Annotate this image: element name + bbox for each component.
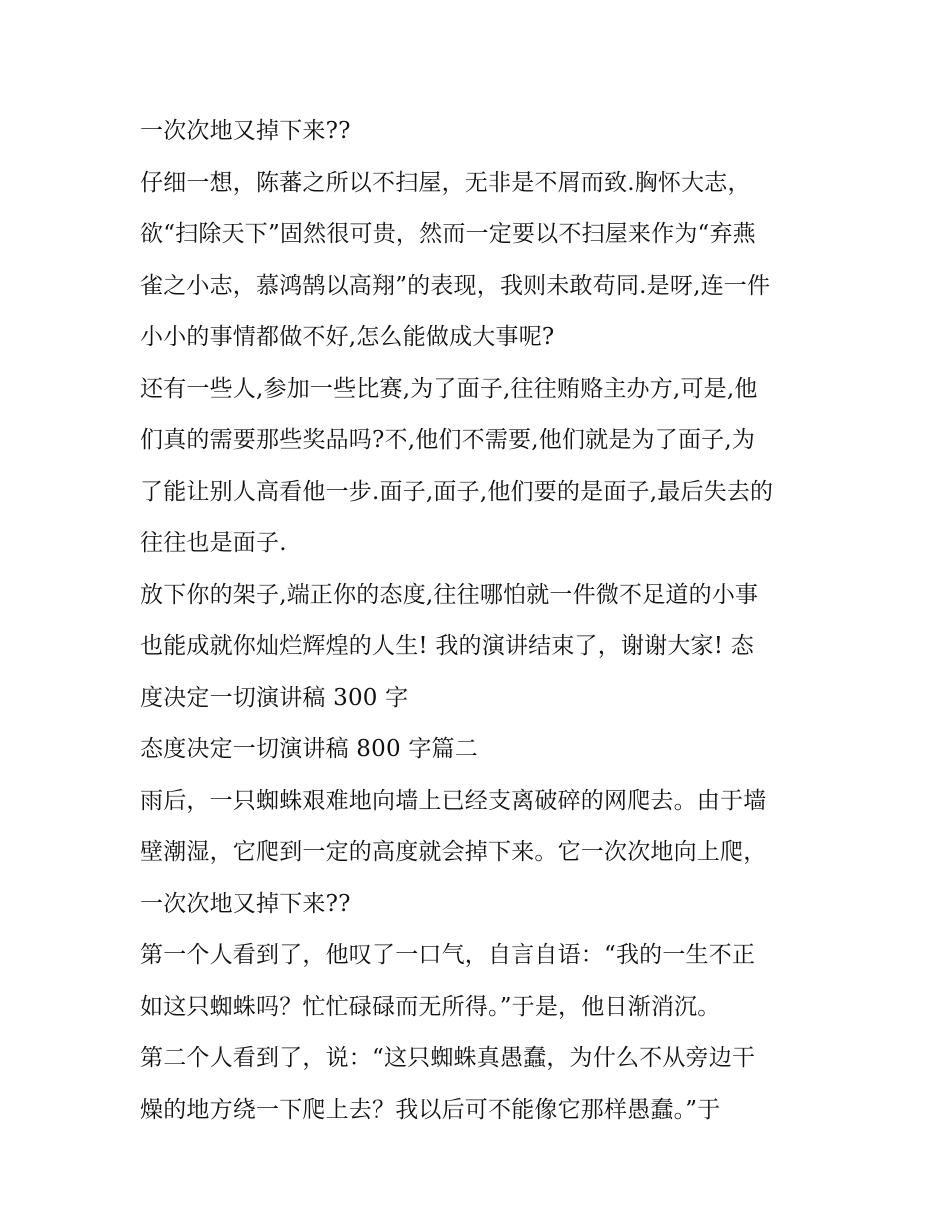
document-body [140,106,830,1136]
text-line: 一次次地又掉下来?? [140,118,351,144]
text-line: 如这只蜘蛛吗？忙忙碌碌而无所得。”于是，他日渐消沉。 [140,993,721,1020]
text-line: 燥的地方绕一下爬上去？我以后可不能像它那样愚蠢。”于 [140,1096,721,1123]
text-line: 了能让别人高看他一步.面子,面子,他们要的是面子,最后失去的 [140,478,774,505]
text-line: 还有一些人,参加一些比赛,为了面子,往往贿赂主办方,可是,他 [140,375,758,402]
text-line: 度决定一切演讲稿 300 字 [140,684,409,711]
text-line: 雨后，一只蜘蛛艰难地向墙上已经支离破碎的网爬去。由于墙 [140,787,767,814]
text-line: 欲“扫除天下”固然很可贵，然而一定要以不扫屋来作为“弃燕 [140,221,756,247]
text-line: 第二个人看到了，说：“这只蜘蛛真愚蠢，为什么不从旁边干 [140,1045,756,1071]
text-line: 雀之小志，慕鸿鹄以高翔”的表现，我则未敢苟同.是呀,连一件 [140,272,771,299]
text-line: 往往也是面子. [140,530,287,556]
text-line: 第一个人看到了，他叹了一口气，自言自语：“我的一生不正 [140,942,756,968]
text-line: 一次次地又掉下来?? [140,890,351,917]
text-line: 放下你的架子,端正你的态度,往往哪怕就一件微不足道的小事 [140,581,759,608]
section-heading: 态度决定一切演讲稿 800 字篇二 [140,736,478,762]
text-line: 也能成就你灿烂辉煌的人生! 我的演讲结束了，谢谢大家! 态 [140,633,754,659]
text-line: 小小的事情都做不好,怎么能做成大事呢? [140,324,555,350]
text-line: 壁潮湿，它爬到一定的高度就会掉下来。它一次次地向上爬， [140,839,767,865]
text-line: 们真的需要那些奖品吗?不,他们不需要,他们就是为了面子,为 [140,427,756,453]
text-line: 仔细一想，陈蕃之所以不扫屋，无非是不屑而致.胸怀大志， [140,169,751,196]
